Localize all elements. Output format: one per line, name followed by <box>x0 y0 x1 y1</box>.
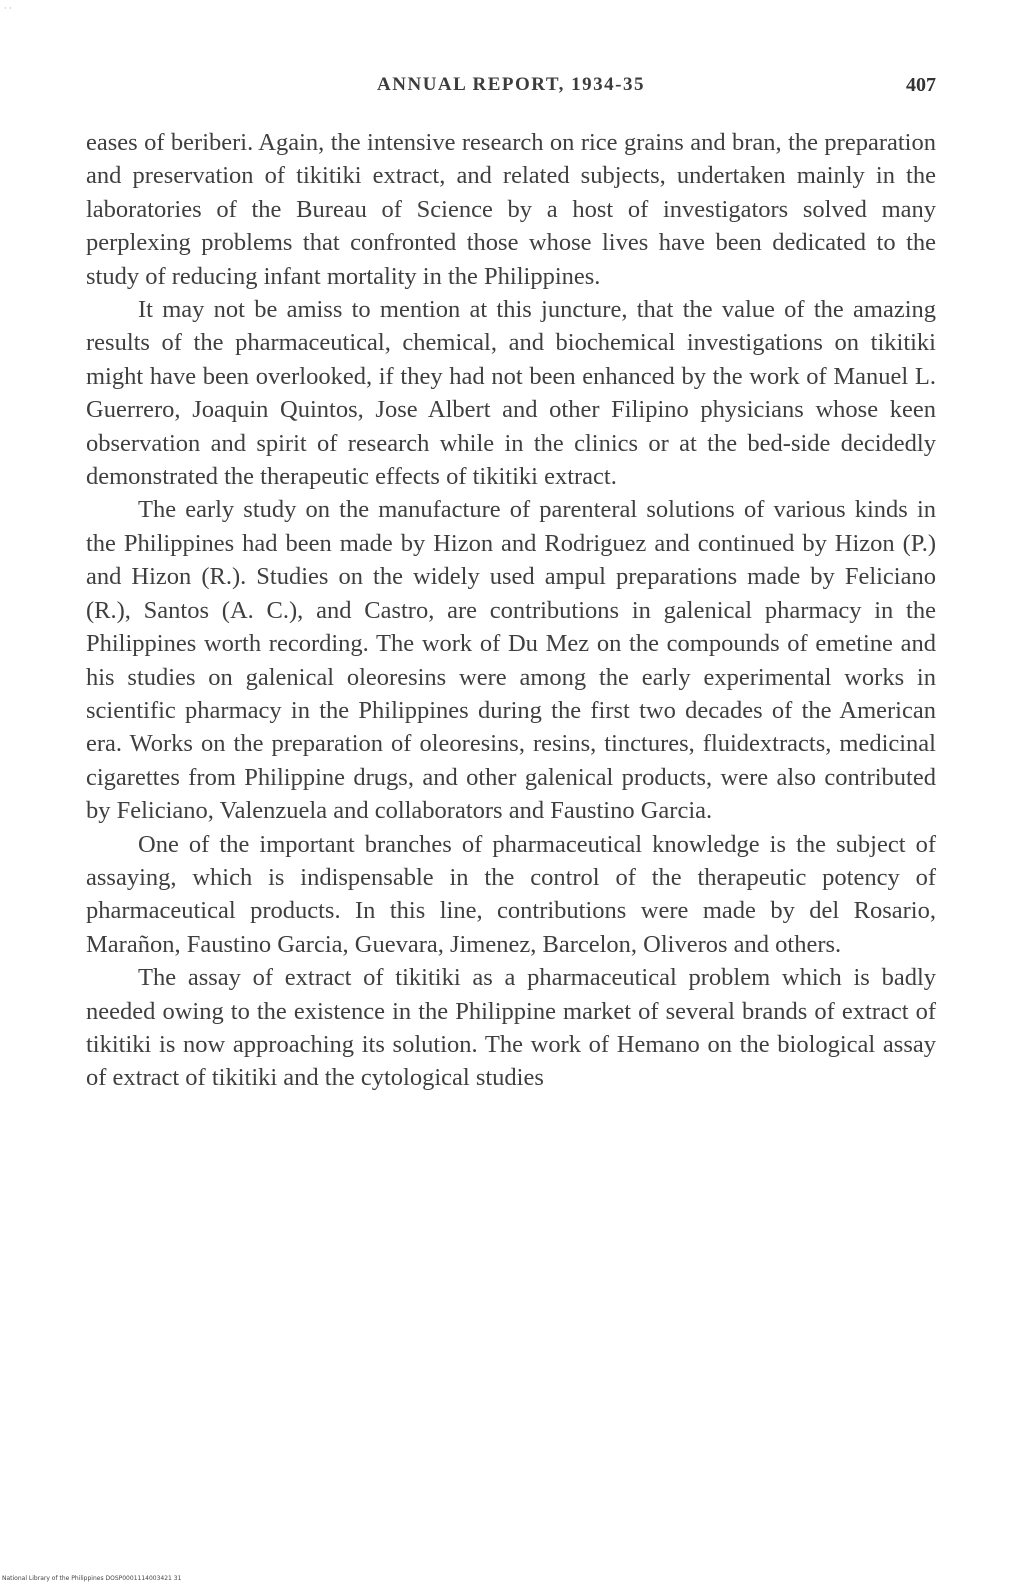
body-text <box>86 126 936 1095</box>
paragraph-beriberi-continuation: eases of beriberi. Again, the intensive research on rice grains and bran, the preparation and preservation of tikitiki extract, and related subjects, undertaken mainly in the laboratories of the Bureau of Science by a host of investigators solved many perplexing problems that confronted those whose lives have been dedicated to the study of reducing infant mortality in the Philippines. <box>86 129 936 290</box>
paragraph-tikitiki-assay: The assay of extract of tikitiki as a pharmaceutical problem which is badly needed owing to the existence in the Philippine market of several brands of extract of tikitiki is now approaching its solution. The work of Hemano on the biological assay of extract of tikitiki and the cytological studies <box>86 964 936 1092</box>
library-credit: National Library of the Philippines DOSP0001114003421 31 <box>2 1575 182 1582</box>
paragraph-assaying: One of the important branches of pharmaceutical knowledge is the subject of assaying, which is indispensable in the control of the therapeutic potency of pharmaceutical products. In this line, contributions were made by del Rosario, Marañon, Faustino Garcia, Guevara, Jimenez, Barcelon, Oliveros and others. <box>86 830 936 958</box>
page-number: 407 <box>906 74 936 96</box>
running-title: ANNUAL REPORT, 1934-35 <box>377 74 645 95</box>
page-header <box>86 74 936 104</box>
paragraph-tikitiki-physicians: It may not be amiss to mention at this juncture, that the value of the amazing results of the pharmaceutical, chemical, and biochemical investigations on tikitiki might have been overlooked, if they had not been enhanced by the work of Manuel L. Guerrero, Joaquin Quintos, Jose Albert and other Filipino physicians whose keen observation and spirit of research while in the clinics or at the bed-side decidedly demonstrated the therapeutic effects of tikitiki extract. <box>86 296 936 491</box>
paragraph-parenteral-solutions: The early study on the manufacture of parenteral solutions of various kinds in the Philippines had been made by Hizon and Rodriguez and continued by Hizon (P.) and Hizon (R.). Studies on the widely used ampul preparations made by Feliciano (R.), Santos (A. C.), and Castro, are contributions in galenical pharmacy in the Philippines worth recording. The work of Du Mez on the compounds of emetine and his studies on galenical oleoresins were among the early experimental works in scientific pharmacy in the Philippines during the first two decades of the American era. Works on the preparation of oleoresins, resins, tinctures, fluidextracts, medicinal cigarettes from Philippine drugs, and other galenical products, were also contributed by Feliciano, Valenzuela and collaborators and Faustino Garcia. <box>86 496 936 825</box>
scan-speck: · · <box>4 4 12 13</box>
